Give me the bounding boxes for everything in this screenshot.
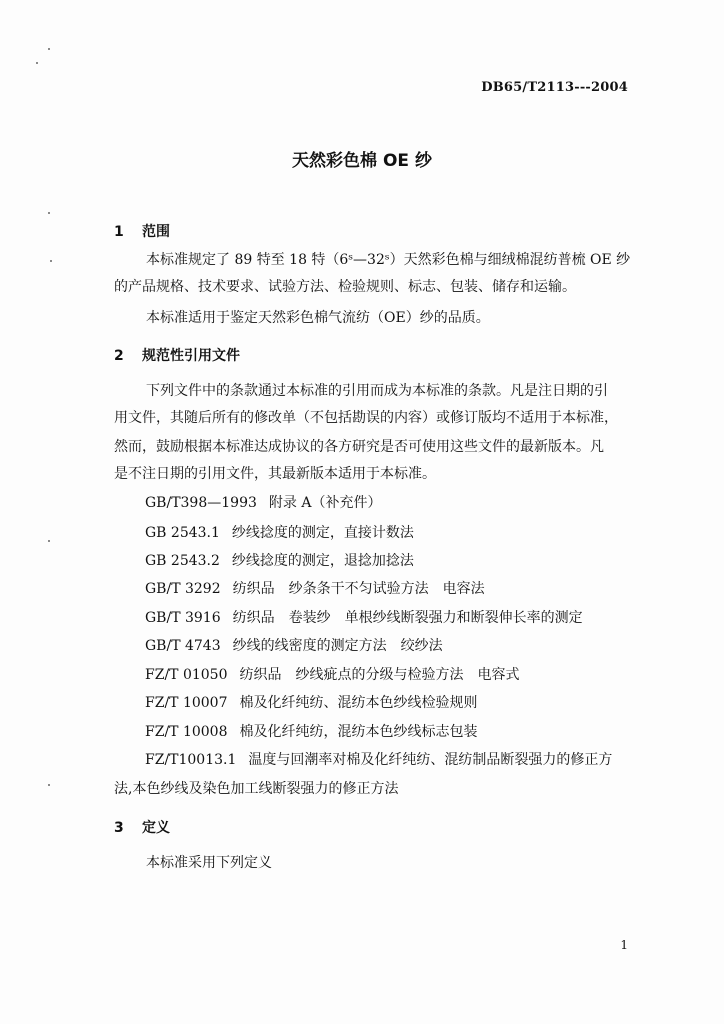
reference-code: GB/T 4743: [145, 638, 221, 654]
reference-item: [145, 578, 485, 598]
section-2-heading: [114, 345, 240, 365]
scan-speck: [36, 62, 38, 64]
reference-title: 纱线捻度的测定，退捻加捻法: [231, 553, 414, 569]
reference-code: GB 2543.1: [145, 525, 220, 541]
reference-code: FZ/T 10007: [145, 695, 228, 711]
reference-title: 附录 A（补充件）: [268, 495, 382, 511]
reference-title: 纺织品 纱条条干不匀试验方法 电容法: [232, 581, 485, 597]
definitions-line: 本标准采用下列定义: [146, 855, 272, 871]
section-number: 3: [114, 820, 124, 836]
reference-continuation: 法,本色纱线及染色加工线断裂强力的修正方法: [114, 781, 399, 797]
reference-title: 温度与回潮率对棉及化纤纯纺、混纺制品断裂强力的修正方: [248, 752, 613, 768]
reference-item: [145, 607, 583, 627]
reference-title: 纱线的线密度的测定方法 绞纱法: [232, 638, 443, 654]
reference-item: [145, 550, 414, 570]
reference-item: [145, 664, 519, 684]
normative-line: 是不注日期的引用文件，其最新版本适用于本标准。: [114, 466, 436, 482]
reference-item: [145, 721, 477, 741]
scope-line: 本标准规定了 89 特至 18 特（6ˢ—32ˢ）天然彩色棉与细绒棉混纺普梳 OE 纱: [146, 252, 631, 268]
normative-line: 下列文件中的条款通过本标准的引用而成为本标准的条款。凡是注日期的引: [146, 383, 608, 399]
scan-speck: [48, 48, 50, 50]
reference-title: 纺织品 纱线疵点的分级与检验方法 电容式: [239, 667, 520, 683]
normative-line: 然而，鼓励根据本标准达成协议的各方研究是否可使用这些文件的最新版本。凡: [114, 439, 604, 455]
scan-speck: [48, 212, 50, 214]
reference-code: GB/T398—1993: [145, 495, 257, 511]
reference-code: GB 2543.2: [145, 553, 220, 569]
section-title: 定义: [142, 820, 170, 836]
reference-item: [145, 692, 477, 712]
reference-code: GB/T 3292: [145, 581, 221, 597]
reference-code: FZ/T10013.1: [145, 752, 237, 768]
page-number: 1: [620, 938, 628, 952]
section-number: 2: [114, 348, 124, 364]
reference-item: [145, 749, 612, 769]
scan-speck: [48, 540, 50, 542]
reference-title: 棉及化纤纯纺、混纺本色纱线检验规则: [239, 695, 478, 711]
reference-item: [145, 492, 381, 512]
scope-line: 本标准适用于鉴定天然彩色棉气流纺（OE）纱的品质。: [146, 310, 490, 326]
scope-line: 的产品规格、技术要求、试验方法、检验规则、标志、包装、储存和运输。: [114, 279, 576, 295]
reference-item: [145, 635, 443, 655]
reference-title: 纱线捻度的测定，直接计数法: [231, 525, 414, 541]
scan-speck: [48, 784, 50, 786]
section-title: 规范性引用文件: [142, 348, 240, 364]
section-3-heading: [114, 817, 170, 837]
reference-title: 棉及化纤纯纺，混纺本色纱线标志包装: [239, 724, 478, 740]
document-number: DB65/T2113---2004: [481, 80, 628, 95]
section-number: 1: [114, 224, 124, 240]
scan-speck: [50, 260, 52, 262]
reference-item: [145, 522, 414, 542]
normative-line: 用文件，其随后所有的修改单（不包括勘误的内容）或修订版均不适用于本标准，: [114, 410, 618, 426]
reference-code: FZ/T 01050: [145, 667, 228, 683]
section-title: 范围: [142, 224, 170, 240]
document-title: 天然彩色棉 OE 纱: [292, 151, 432, 171]
section-1-heading: [114, 221, 170, 241]
reference-code: FZ/T 10008: [145, 724, 228, 740]
reference-code: GB/T 3916: [145, 610, 221, 626]
reference-title: 纺织品 卷装纱 单根纱线断裂强力和断裂伸长率的测定: [232, 610, 583, 626]
